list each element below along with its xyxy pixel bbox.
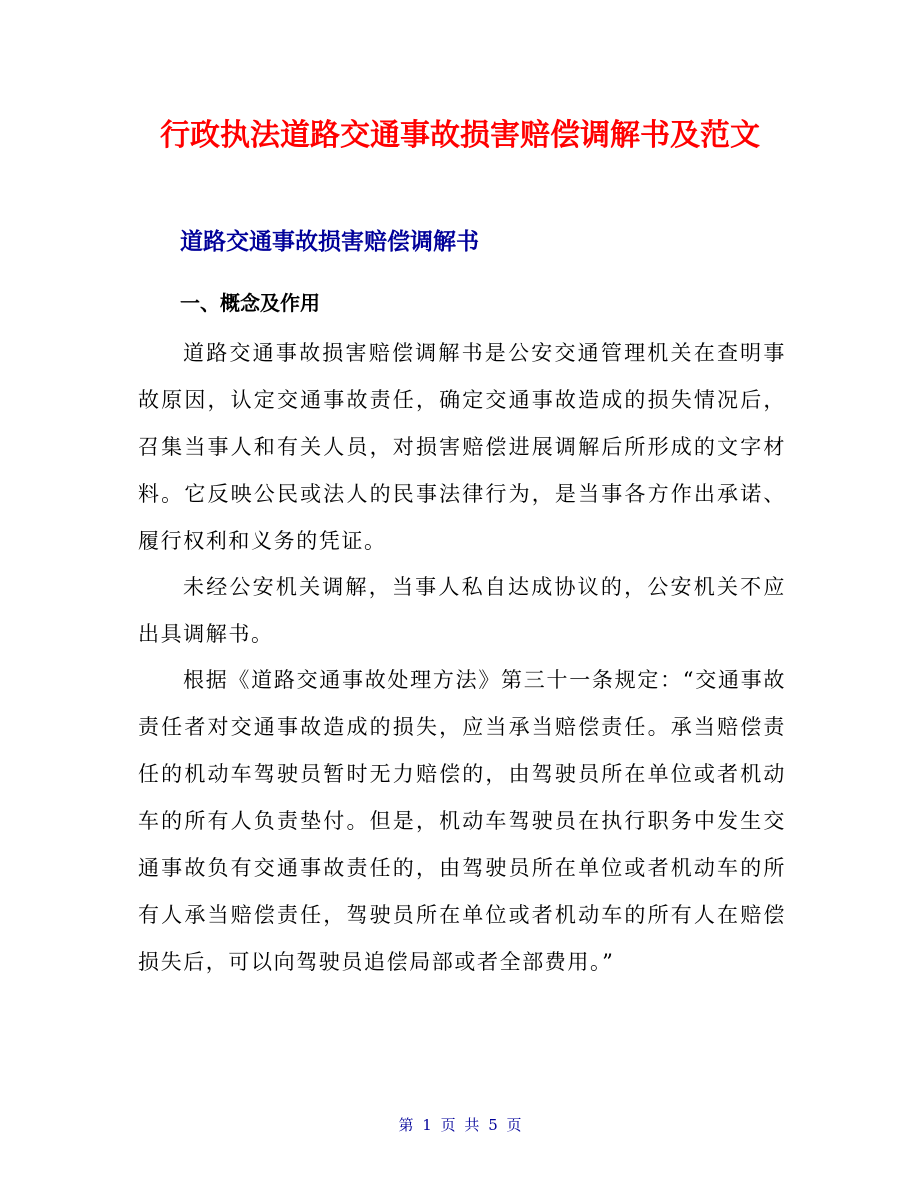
- paragraph-legal-basis: 根据《道路交通事故处理方法》第三十一条规定：“交通事故责任者对交通事故造成的损失，应当承当赔偿责任。承当赔偿责任的机动车驾驶员暂时无力赔偿的，由驾驶员所在单位或者机动车的所有人负责垫付。但是，机动车驾驶员在执行职务中发生交通事故负有交通事故责任的，由驾驶员所在单位或者机动车的所有人承当赔偿责任，驾驶员所在单位或者机动车的所有人在赔偿损失后，可以向驾驶员追偿局部或者全部费用。”: [138, 668, 786, 974]
- document-subtitle: 道路交通事故损害赔偿调解书: [180, 229, 479, 255]
- footer-suffix: 页: [506, 1116, 522, 1134]
- paragraph-private-agreement: 未经公安机关调解，当事人私自达成协议的，公安机关不应出具调解书。: [138, 575, 786, 646]
- footer-total-pages: 5: [488, 1116, 498, 1134]
- paragraph-definition: 道路交通事故损害赔偿调解书是公安交通管理机关在查明事故原因，认定交通事故责任，确定交通事故造成的损失情况后，召集当事人和有关人员，对损害赔偿进展调解后所形成的文字材料。它反映公民或法人的民事法律行为，是当事各方作出承诺、履行权利和义务的凭证。: [138, 341, 786, 553]
- page-number-footer: [0, 1113, 920, 1137]
- footer-total-label: 共: [464, 1116, 480, 1134]
- footer-current-page: 1: [422, 1116, 432, 1134]
- section-heading: 一、概念及作用: [180, 291, 320, 315]
- document-title: 行政执法道路交通事故损害赔偿调解书及范文: [160, 118, 760, 153]
- footer-prefix: 第: [398, 1116, 414, 1134]
- footer-page-label: 页: [440, 1116, 456, 1134]
